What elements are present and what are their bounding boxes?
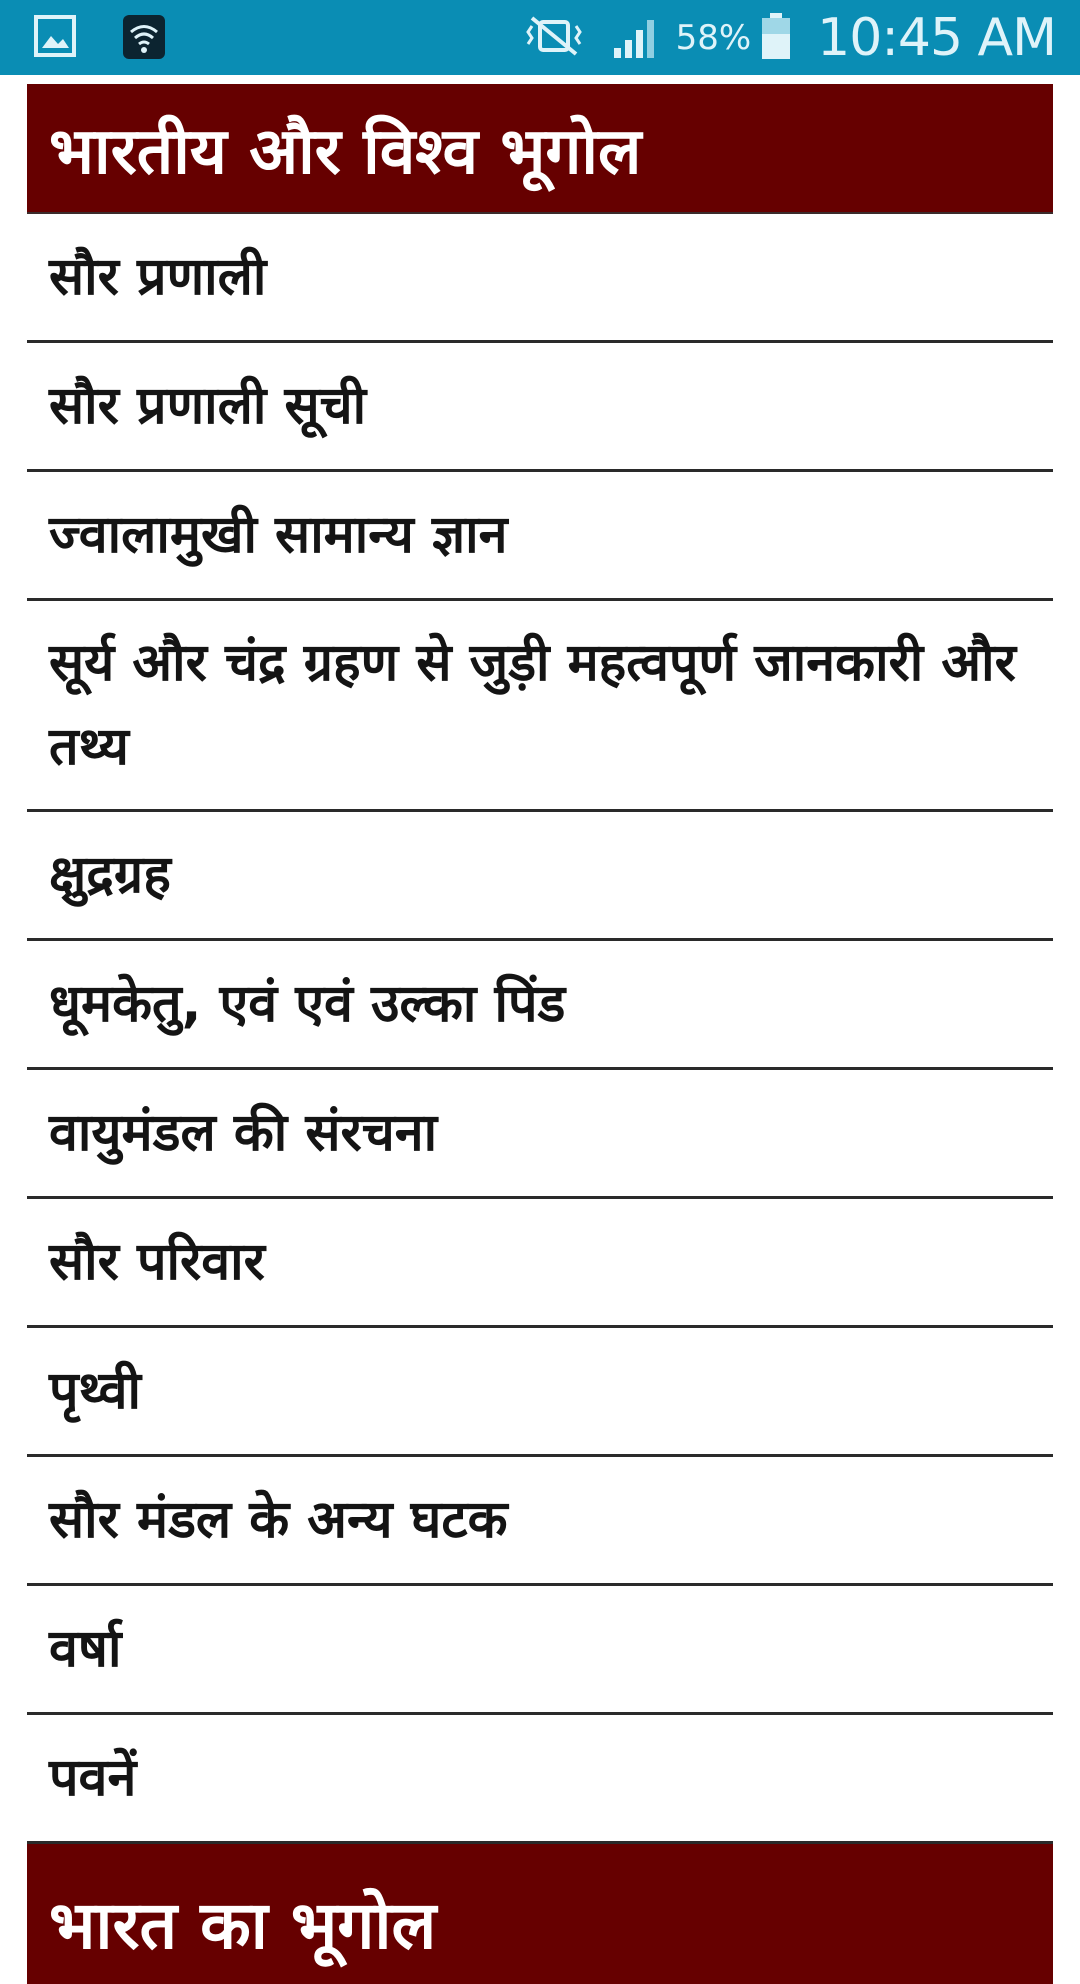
- list-item[interactable]: सौर परिवार: [27, 1199, 1053, 1328]
- status-bar: [0, 0, 1080, 75]
- list-item[interactable]: पृथ्वी: [27, 1328, 1053, 1457]
- list-item[interactable]: सौर मंडल के अन्य घटक: [27, 1457, 1053, 1586]
- list-item[interactable]: सौर प्रणाली सूची: [27, 343, 1053, 472]
- signal-icon: [612, 12, 662, 64]
- image-notification-icon: [34, 14, 76, 64]
- list-item[interactable]: वायुमंडल की संरचना: [27, 1070, 1053, 1199]
- list-item[interactable]: सौर प्रणाली: [27, 214, 1053, 343]
- list-item[interactable]: क्षुद्रग्रह: [27, 812, 1053, 941]
- vibrate-mute-icon: [518, 14, 590, 62]
- list-item[interactable]: सूर्य और चंद्र ग्रहण से जुड़ी महत्वपूर्ण जानकारी और तथ्य: [27, 601, 1053, 812]
- wifi-notification-icon: [122, 14, 166, 64]
- battery-percent: 58%: [675, 17, 752, 58]
- topic-list: [27, 84, 1053, 1984]
- list-item[interactable]: वर्षा: [27, 1586, 1053, 1715]
- battery-icon: [761, 12, 791, 64]
- list-item[interactable]: ज्वालामुखी सामान्य ज्ञान: [27, 472, 1053, 601]
- section-header[interactable]: भारतीय और विश्व भूगोल: [27, 84, 1053, 214]
- section-header[interactable]: भारत का भूगोल: [27, 1844, 1053, 1984]
- list-item[interactable]: धूमकेतु, एवं एवं उल्का पिंड: [27, 941, 1053, 1070]
- clock: 10:45 AM: [817, 7, 1056, 68]
- list-item[interactable]: पवनें: [27, 1715, 1053, 1844]
